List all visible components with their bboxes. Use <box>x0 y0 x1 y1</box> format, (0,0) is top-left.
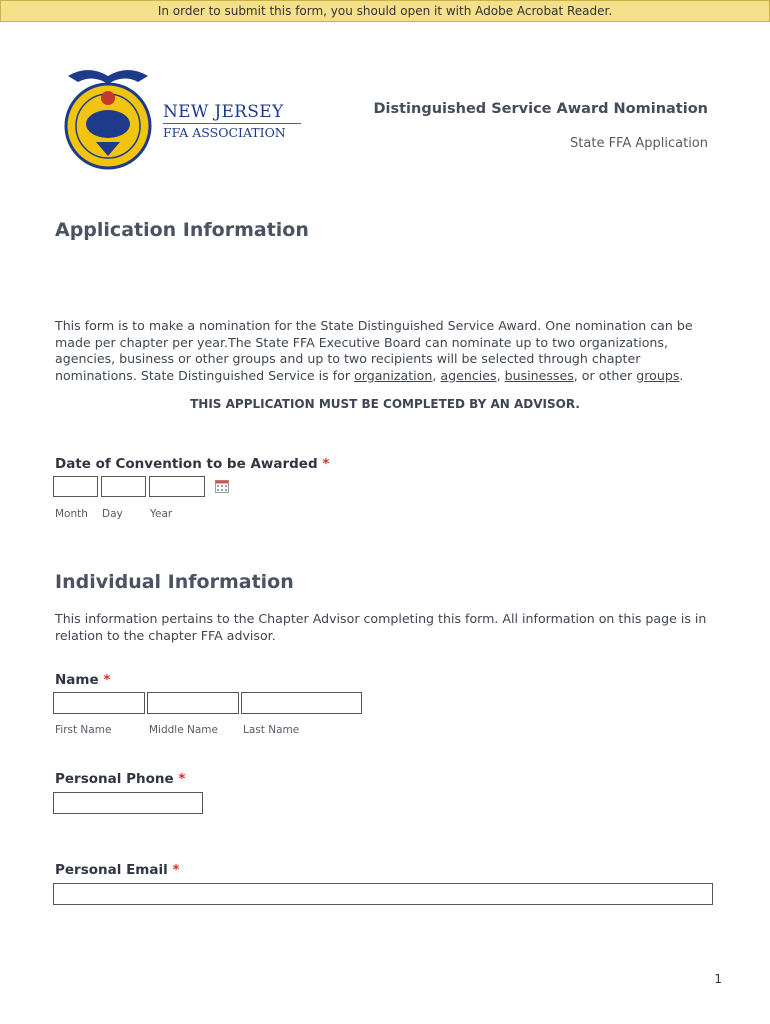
convention-date-label: Date of Convention to be Awarded * <box>55 456 330 472</box>
email-input[interactable] <box>53 883 713 905</box>
middle-name-input[interactable] <box>147 692 239 714</box>
required-asterisk: * <box>172 862 180 878</box>
day-sublabel: Day <box>102 508 123 520</box>
businesses-link[interactable]: businesses <box>504 367 574 383</box>
nj-ffa-logo <box>58 64 308 174</box>
form-title: Distinguished Service Award Nomination <box>373 101 708 117</box>
month-input[interactable] <box>53 476 98 497</box>
required-asterisk: * <box>103 672 111 688</box>
year-sublabel: Year <box>150 508 173 520</box>
advisor-notice: THIS APPLICATION MUST BE COMPLETED BY AN ADVISOR. <box>190 397 580 411</box>
phone-label: Personal Phone * <box>55 771 186 787</box>
name-label: Name * <box>55 672 111 688</box>
form-subtitle: State FFA Application <box>570 136 708 151</box>
org-name-line1: NEW JERSEY <box>163 102 284 122</box>
phone-input[interactable] <box>53 792 203 814</box>
ffa-emblem-icon <box>58 64 158 174</box>
individual-description: This information pertains to the Chapter Advisor completing this form. All information on this page is in relation to the chapter FFA advisor. <box>55 611 707 643</box>
organization-link[interactable]: organization <box>354 367 433 383</box>
page-number: 1 <box>714 972 722 986</box>
first-name-input[interactable] <box>53 692 145 714</box>
org-divider <box>163 123 301 124</box>
application-heading: Application Information <box>55 219 309 241</box>
agencies-link[interactable]: agencies <box>440 367 497 383</box>
day-input[interactable] <box>101 476 146 497</box>
email-label: Personal Email * <box>55 862 180 878</box>
year-input[interactable] <box>149 476 205 497</box>
first-name-sublabel: First Name <box>55 724 112 736</box>
middle-name-sublabel: Middle Name <box>149 724 218 736</box>
groups-link[interactable]: groups <box>636 367 680 383</box>
required-asterisk: * <box>178 771 186 787</box>
calendar-icon[interactable] <box>215 480 229 493</box>
application-description: This form is to make a nomination for the State Distinguished Service Award. One nomination can be made per chapter per year.The State FFA Executive Board can nominate up to two organizations, agencies, business or other groups and up to two recipients will be selected through chapter nominations. State Distinguished Service is for organization, agencies, businesses, or other groups. <box>55 318 693 383</box>
individual-heading: Individual Information <box>55 571 294 593</box>
org-name-line2: FFA ASSOCIATION <box>163 125 286 140</box>
month-sublabel: Month <box>55 508 88 520</box>
last-name-sublabel: Last Name <box>243 724 300 736</box>
acrobat-notice-banner: In order to submit this form, you should open it with Adobe Acrobat Reader. <box>0 0 770 22</box>
required-asterisk: * <box>322 456 330 472</box>
last-name-input[interactable] <box>241 692 362 714</box>
